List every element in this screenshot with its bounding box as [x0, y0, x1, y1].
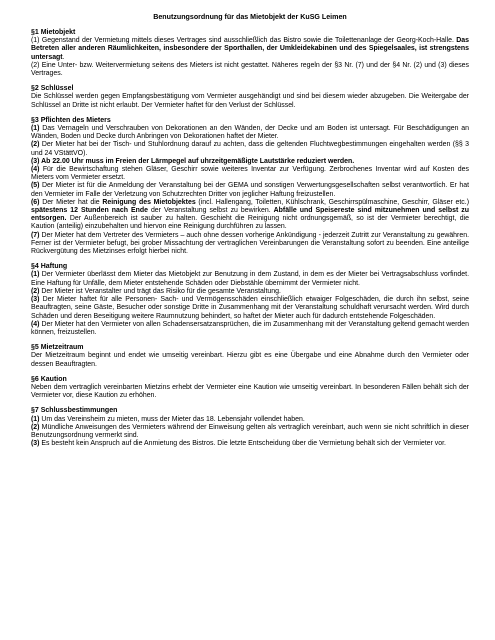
text-run: Um das Vereinsheim zu mieten, muss der Mieter das 18. Lebensjahr vollendet haben.	[39, 415, 305, 423]
text-run: Mündliche Anweisungen des Vermieters während der Einweisung gelten als vertraglich vereinbart, auch wenn sie nicht schriftlich in dieser Benutzungsordnung vermerkt sind.	[31, 423, 469, 439]
section-heading: §4 Haftung	[31, 263, 68, 271]
paragraph	[31, 271, 469, 287]
paragraph	[31, 288, 469, 296]
paragraph	[31, 384, 469, 400]
section-heading: §2 Schlüssel	[31, 85, 74, 93]
bold-text-run: (7)	[31, 231, 40, 239]
paragraph	[31, 416, 469, 424]
text-run: .	[62, 53, 65, 61]
paragraph	[31, 232, 469, 257]
text-run: Neben dem vertraglich vereinbarten Mietzins erhebt der Vermieter eine Kaution wie umseitig vereinbart. In besonderen Fällen behält sich der Vermieter vor, diese Kaution zu erhöhen.	[31, 383, 469, 400]
section	[31, 344, 469, 369]
section	[31, 85, 469, 110]
text-run: Der Außenbereich ist sauber zu halten. Geschieht die Reinigung nicht ordnungsgemäß, so ist der Vermieter berechtigt, die Kaution (anteilig) einzubehalten und hiervon eine Reinigung durchführen zu lassen.	[31, 215, 469, 231]
paragraph	[31, 166, 469, 182]
section-heading: §6 Kaution	[31, 375, 67, 383]
bold-text-run: Das Betreten aller anderen Räumlichkeiten, insbesondere der Sporthallen, der Umkleidekabinen und des Spiegelsaales, ist strengstens untersagt	[31, 37, 469, 61]
document-title: Benutzungsordnung für das Mietobjekt der KuSG Leimen	[153, 13, 347, 21]
text-run: Der Mieter haftet für alle Personen- Sach- und Vermögensschäden einschließlich etwaiger Folgeschäden, die durch ihn selbst, seine Beauftragten, seine Gäste, Besucher oder sonstige Dritte in Zusammenhang mit der Veranstaltung schuldhaft verursacht werden. Wird durch Schäden und deren Beseitigung weitere Raumnutzung behindert, so haftet der Mieter auch für dadurch entstehende Folgeschäden.	[31, 296, 469, 320]
paragraph	[31, 321, 469, 337]
bold-text-run: (1)	[31, 125, 40, 133]
paragraph	[31, 352, 469, 368]
bold-text-run: Abfälle und Speisereste sind mitzunehmen und selbst zu entsorgen.	[31, 207, 469, 223]
bold-text-run: (2)	[31, 141, 40, 149]
bold-text-run: (2)	[31, 287, 40, 295]
sections-container	[31, 29, 469, 448]
section	[31, 376, 469, 401]
section-heading: §7 Schlussbestimmungen	[31, 407, 118, 415]
bold-text-run: spätestens 12 Stunden nach Ende	[31, 207, 148, 215]
bold-text-run: (1)	[31, 415, 40, 423]
text-run: Der Vermieter überlässt dem Mieter das Mietobjekt zur Benutzung in dem Zustand, in dem es der Mieter bei Vertragsabschluss vorfindet. Eine Haftung für Unfälle, dem Mieter entstehende Schäden oder Diebstähle übernimmt der Vermieter nicht.	[31, 271, 469, 287]
section	[31, 29, 469, 78]
text-run: Die Schlüssel werden gegen Empfangsbestätigung vom Vermieter ausgehändigt und sind bei diesem wieder abzugeben. Die Weitergabe der Schlüssel an Dritte ist nicht erlaubt. Der Vermieter haftet für den Verlust der Schlüssel.	[31, 93, 469, 109]
text-run: Der Mieter ist Veranstalter und trägt das Risiko für die gesamte Veranstaltung.	[39, 287, 281, 295]
text-run: Der Mieter hat die	[39, 198, 103, 206]
paragraph	[31, 37, 469, 62]
paragraph	[31, 62, 469, 78]
paragraph	[31, 199, 469, 232]
text-run: Der Mietzeitraum beginnt und endet wie umseitig vereinbart. Hierzu gibt es eine Übergabe und eine Abnahme durch den Vermieter oder dessen Beauftragten.	[31, 352, 469, 368]
bold-text-run: (5)	[31, 182, 40, 190]
text-run: Der Mieter hat bei der Tisch- und Stuhlordnung darauf zu achten, dass die geltenden Fluchtwegbestimmungen eingehalten werden (§§ 3 und 24 VStättVO).	[31, 141, 469, 157]
text-run: (incl. Hallengang, Toiletten, Kühlschrank, Geschirrspülmaschine, Geschirr, Gläser etc.)	[195, 198, 469, 206]
text-run: Der Mieter ist für die Anmeldung der Veranstaltung bei der GEMA und sonstigen Verwertungsgesellschaften selbst verantwortlich. Er hat den Vermieter im Falle der Verletzung von Schutzrechten Dritter von jeglicher Haftung freizustellen.	[31, 182, 469, 198]
text-run: Der Mieter hat den Vermieter von allen Schadensersatzansprüchen, die im Zusammenhang mit der Veranstaltung geltend gemacht werden können, freizustellen.	[31, 320, 469, 336]
text-run: Für die Bewirtschaftung stehen Gläser, Geschirr sowie weiteres Inventar zur Verfügung. Zerbrochenes Inventar wird auf Kosten des Mieters vom Vermieter ersetzt.	[31, 166, 469, 182]
bold-text-run: Reinigung des Mietobjektes	[102, 198, 196, 206]
text-run: Es besteht kein Anspruch auf die Anmietung des Bistros. Die letzte Entscheidung über die Vermietung behält sich der Vermieter vor.	[39, 440, 446, 448]
bold-text-run: (3)	[31, 296, 40, 304]
section-heading: §1 Mietobjekt	[31, 29, 76, 36]
bold-text-run: (1)	[31, 271, 40, 279]
paragraph	[31, 424, 469, 440]
paragraph	[31, 125, 469, 141]
bold-text-run: (3) Ab 22.00 Uhr muss im Freien der Lärmpegel auf uhrzeitgemäßigte Lautstärke reduziert werden.	[31, 157, 355, 165]
section	[31, 117, 469, 256]
paragraph	[31, 182, 469, 198]
text-run: der Veranstaltung selbst zu bewirken.	[147, 207, 274, 215]
bold-text-run: (2)	[31, 423, 40, 431]
paragraph	[31, 296, 469, 321]
paragraph	[31, 141, 469, 157]
paragraph	[31, 440, 469, 448]
bold-text-run: (4)	[31, 166, 40, 174]
paragraph	[31, 93, 469, 109]
bold-text-run: (4)	[31, 320, 40, 328]
section	[31, 263, 469, 337]
bold-text-run: (6)	[31, 198, 40, 206]
text-run: (1) Gegenstand der Vermietung mittels dieses Vertrages sind ausschließlich das Bistro sowie die Toilettenanlage der Georg-Koch-Halle.	[31, 37, 457, 45]
document-page	[31, 13, 469, 455]
section-heading: §5 Mietzeitraum	[31, 344, 84, 352]
text-run: Das Vernageln und Verschrauben von Dekorationen an den Wänden, der Decke und am Boden ist untersagt. Für Beschädigungen an Wänden, Boden und Decke durch Anbringen von Dekorationen haftet der Mieter.	[31, 125, 469, 141]
section	[31, 407, 469, 448]
text-run: Der Mieter hat dem Vertreter des Vermieters – auch ohne dessen vorherige Ankündigung - jederzeit Zutritt zur Veranstaltung zu gewähren. Ferner ist der Vermieter befugt, bei grober Missachtung der vertraglichen Vereinbarungen die Veranstaltung sofort zu beenden. Eine anteilige Rückvergütung des Mietzinses erfolgt hierbei nicht.	[31, 231, 469, 256]
section-heading: §3 Pflichten des Mieters	[31, 116, 111, 124]
text-run: (2) Eine Unter- bzw. Weitervermietung seitens des Mieters ist nicht gestattet. Näheres regeln der §3 Nr. (7) und der §4 Nr. (2) und (3) dieses Vertrages.	[31, 61, 469, 78]
bold-text-run: (3)	[31, 440, 40, 448]
paragraph	[31, 158, 469, 166]
